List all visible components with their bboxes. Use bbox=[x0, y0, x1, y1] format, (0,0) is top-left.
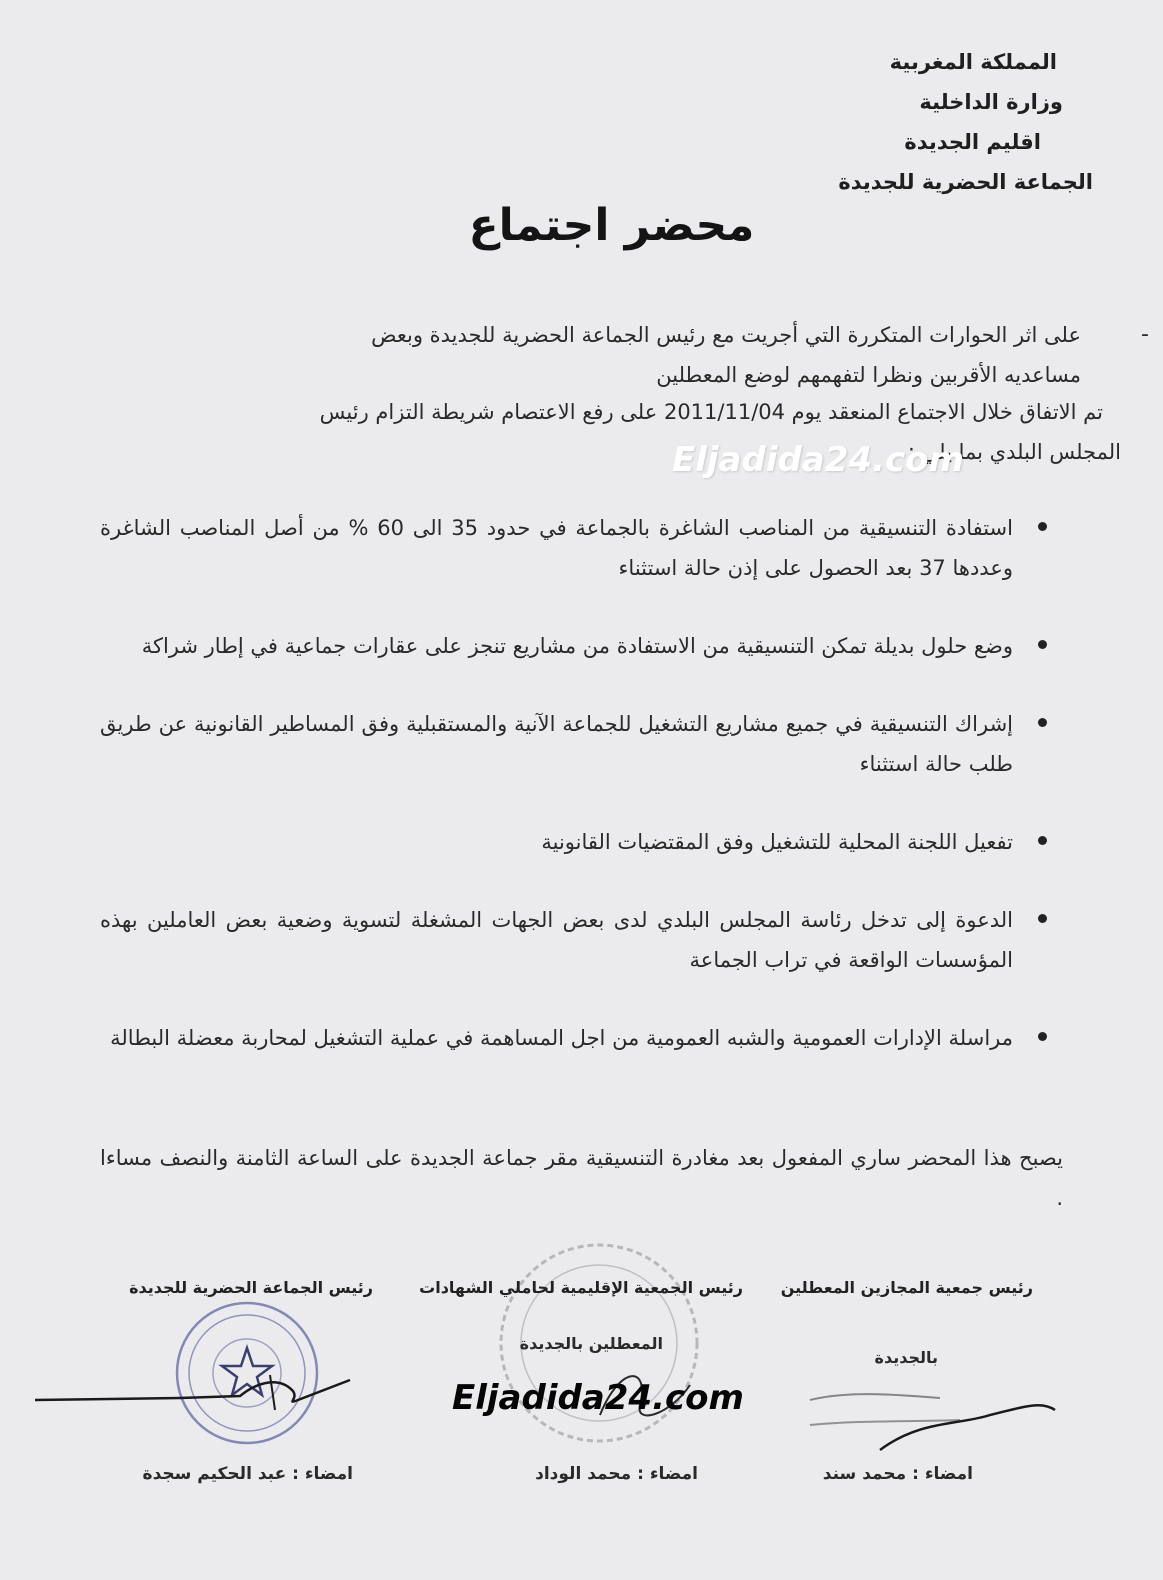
letterhead-ministry: وزارة الداخلية bbox=[919, 90, 1063, 114]
bullet-icon bbox=[1038, 640, 1047, 649]
agreement-line-2: المجلس البلدي بما يلي : bbox=[907, 440, 1121, 464]
agreement-items bbox=[100, 508, 1013, 1096]
item-text: مراسلة الإدارات العمومية والشبه العمومية من اجل المساهمة في عملية التشغيل لمحاربة معضلة البطالة bbox=[110, 1026, 1013, 1050]
item-text: تفعيل اللجنة المحلية للتشغيل وفق المقتضيات القانونية bbox=[541, 830, 1013, 854]
intro-line-2: مساعديه الأقربين ونظرا لتفهمهم لوضع المعطلين bbox=[656, 363, 1081, 387]
list-item bbox=[100, 508, 1013, 588]
signatory-mayor-title: رئيس الجماعة الحضرية للجديدة bbox=[129, 1278, 373, 1297]
signature-graduates-icon bbox=[790, 1380, 1070, 1460]
letterhead-province: اقليم الجديدة bbox=[904, 130, 1041, 154]
signature-graduates-name: امضاء : محمد سند bbox=[822, 1464, 973, 1484]
letterhead-kingdom: المملكة المغربية bbox=[889, 50, 1057, 74]
list-item bbox=[100, 704, 1013, 784]
item-text: الدعوة إلى تدخل رئاسة المجلس البلدي لدى بعض الجهات المشغلة لتسوية وضعية بعض العاملين بهذه المؤسسات الواقعة في تراب الجماعة bbox=[100, 908, 1013, 972]
closing-paragraph: يصبح هذا المحضر ساري المفعول بعد مغادرة التنسيقية مقر جماعة الجديدة على الساعة الثامنة والنصف مساءا . bbox=[100, 1146, 1063, 1210]
signature-mayor-icon bbox=[30, 1360, 360, 1420]
signature-association-name: امضاء : محمد الوداد bbox=[535, 1464, 698, 1484]
list-item bbox=[100, 900, 1013, 980]
bullet-icon bbox=[1038, 522, 1047, 531]
intro-paragraph bbox=[110, 315, 1149, 395]
letterhead bbox=[838, 42, 1093, 202]
agreement-line-1: تم الاتفاق خلال الاجتماع المنعقد يوم 2011/11/04 على رفع الاعتصام شريطة التزام رئيس bbox=[319, 400, 1103, 424]
list-item bbox=[100, 626, 1013, 666]
list-item bbox=[100, 822, 1013, 862]
letterhead-commune: الجماعة الحضرية للجديدة bbox=[838, 170, 1093, 194]
intro-line-1: على اثر الحوارات المتكررة التي أجريت مع رئيس الجماعة الحضرية للجديدة وبعض bbox=[371, 323, 1081, 347]
watermark-bottom: Eljadida24.com bbox=[452, 1378, 744, 1418]
item-text: إشراك التنسيقية في جميع مشاريع التشغيل للجماعة الآنية والمستقبلية وفق المساطير القانونية عن طريق طلب حالة استثناء bbox=[100, 712, 1013, 776]
signatory-graduates-title: رئيس جمعية المجازين المعطلين bbox=[780, 1278, 1033, 1297]
signatory-graduates-city: بالجديدة bbox=[874, 1348, 938, 1367]
item-text: وضع حلول بديلة تمكن التنسيقية من الاستفادة من مشاريع تنجز على عقارات جماعية في إطار شراكة bbox=[141, 634, 1013, 658]
signatory-association-city: المعطلين بالجديدة bbox=[519, 1334, 663, 1353]
bullet-icon bbox=[1038, 914, 1047, 923]
bullet-icon bbox=[1038, 1032, 1047, 1041]
document-title: محضر اجتماع bbox=[468, 200, 755, 251]
signature-mayor-name: امضاء : عبد الحكيم سجدة bbox=[142, 1464, 353, 1484]
intro-dash: - bbox=[1141, 322, 1149, 347]
watermark-top: Eljadida24.com bbox=[672, 440, 964, 480]
signatory-association-title: رئيس الجمعية الإقليمية لحاملي الشهادات bbox=[419, 1278, 743, 1297]
bullet-icon bbox=[1038, 718, 1047, 727]
item-text: استفادة التنسيقية من المناصب الشاغرة بالجماعة في حدود 35 الى 60 % من أصل المناصب الشاغرة وعددها 37 بعد الحصول على إذن حالة استثناء bbox=[100, 516, 1013, 580]
bullet-icon bbox=[1038, 836, 1047, 845]
list-item bbox=[100, 1018, 1013, 1058]
